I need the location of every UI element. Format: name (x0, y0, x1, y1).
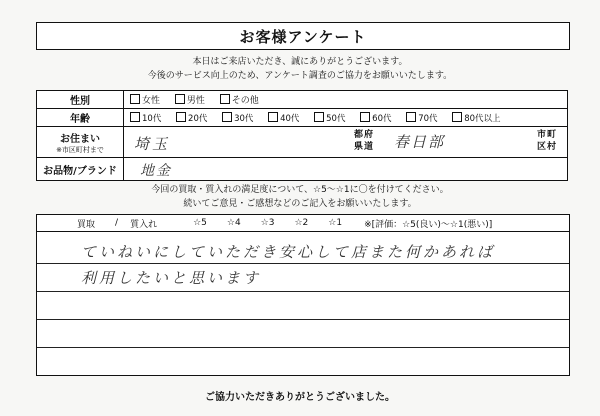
title-text: お客様アンケート (239, 27, 367, 46)
gender-row (37, 91, 568, 109)
checkbox-icon[interactable] (175, 94, 185, 104)
gender-option-label: 男性 (186, 96, 205, 106)
gender-option-male[interactable] (175, 96, 205, 106)
info-table (36, 90, 568, 181)
age-option[interactable] (222, 114, 253, 124)
intro-text (0, 55, 600, 83)
age-option[interactable] (314, 114, 345, 124)
comment-box (36, 214, 570, 376)
comment-rule (37, 319, 569, 320)
age-option[interactable] (406, 114, 437, 124)
checkbox-icon[interactable] (176, 112, 186, 122)
checkbox-icon[interactable] (406, 112, 416, 122)
star-1-option[interactable]: ☆1 (328, 218, 343, 228)
checkbox-icon[interactable] (268, 112, 278, 122)
kaitori-option[interactable]: 買取 (77, 219, 96, 230)
item-value: 地金 (140, 163, 172, 179)
footer-thanks: ご協力いただきありがとうございました。 (205, 392, 395, 403)
address-row (37, 127, 568, 158)
instructions-line-1: 今回の買取・質入れの満足度について、☆5～☆1に〇を付けてください。 (151, 185, 449, 195)
comment-rule (37, 263, 569, 264)
checkbox-icon[interactable] (222, 112, 232, 122)
rating-row (37, 215, 569, 232)
age-option-label: 40代 (280, 113, 300, 124)
age-option-label: 70代 (418, 113, 438, 124)
star-5-option[interactable]: ☆5 (193, 218, 207, 228)
star-3-option[interactable]: ☆3 (260, 218, 275, 228)
prefecture-value: 埼玉 (134, 135, 171, 153)
city-value: 春日部 (394, 133, 446, 151)
age-options (124, 109, 568, 127)
gender-option-other[interactable] (220, 96, 259, 106)
survey-title (36, 22, 570, 50)
comment-line-1: ていねいにしていただき安心して店また何かあれば (81, 243, 496, 261)
instructions-text (0, 183, 600, 211)
age-option-label: 50代 (326, 113, 346, 124)
gender-option-label: その他 (231, 96, 259, 106)
age-option-label: 30代 (234, 113, 254, 124)
age-row (37, 109, 568, 127)
age-option-label: 80代以上 (464, 113, 501, 124)
age-label: 年齢 (37, 109, 124, 127)
star-2-option[interactable]: ☆2 (294, 218, 309, 228)
comment-line-2: 利用したいと思います (81, 269, 262, 287)
checkbox-icon[interactable] (220, 94, 230, 104)
item-row (37, 158, 568, 181)
checkbox-icon[interactable] (314, 112, 324, 122)
age-option[interactable] (176, 114, 207, 124)
age-option[interactable] (268, 114, 299, 124)
gender-options (124, 91, 568, 109)
age-option-label: 60代 (372, 113, 392, 124)
address-label: お住まい (60, 133, 100, 145)
item-field[interactable] (124, 158, 568, 181)
age-option[interactable] (452, 114, 500, 124)
age-option-label: 10代 (142, 113, 162, 124)
instructions-line-2: 続いてご意見・ご感想などのご記入をお願いいたします。 (183, 199, 417, 209)
gender-option-label: 女性 (142, 96, 161, 106)
intro-line-1: 本日はご来店いただき、誠にありがとうございます。 (192, 57, 408, 67)
comment-rule (37, 347, 569, 348)
rating-slash: / (115, 218, 119, 228)
checkbox-icon[interactable] (452, 112, 462, 122)
address-sublabel: ※市区町村まで (56, 145, 104, 154)
rating-legend: ※[評価：☆5(良い)～☆1(悪い)] (364, 219, 493, 230)
prefecture-unit-label: 都府県道 (354, 130, 375, 152)
checkbox-icon[interactable] (130, 112, 140, 122)
checkbox-icon[interactable] (130, 94, 140, 104)
gender-label: 性別 (37, 91, 124, 109)
city-unit-label: 市町区村 (537, 130, 558, 152)
shichiire-option[interactable]: 質入れ (130, 219, 158, 230)
age-option[interactable] (130, 114, 161, 124)
age-option-label: 20代 (188, 113, 208, 124)
star-4-option[interactable]: ☆4 (226, 218, 241, 228)
address-field[interactable] (124, 127, 568, 158)
comment-rule (37, 291, 569, 292)
checkbox-icon[interactable] (360, 112, 370, 122)
address-label-cell (37, 127, 124, 158)
item-label: お品物/ブランド (37, 158, 124, 181)
age-option[interactable] (360, 114, 391, 124)
gender-option-female[interactable] (130, 96, 160, 106)
intro-line-2: 今後のサービス向上のため、アンケート調査のご協力をお願いいたします。 (147, 71, 453, 81)
